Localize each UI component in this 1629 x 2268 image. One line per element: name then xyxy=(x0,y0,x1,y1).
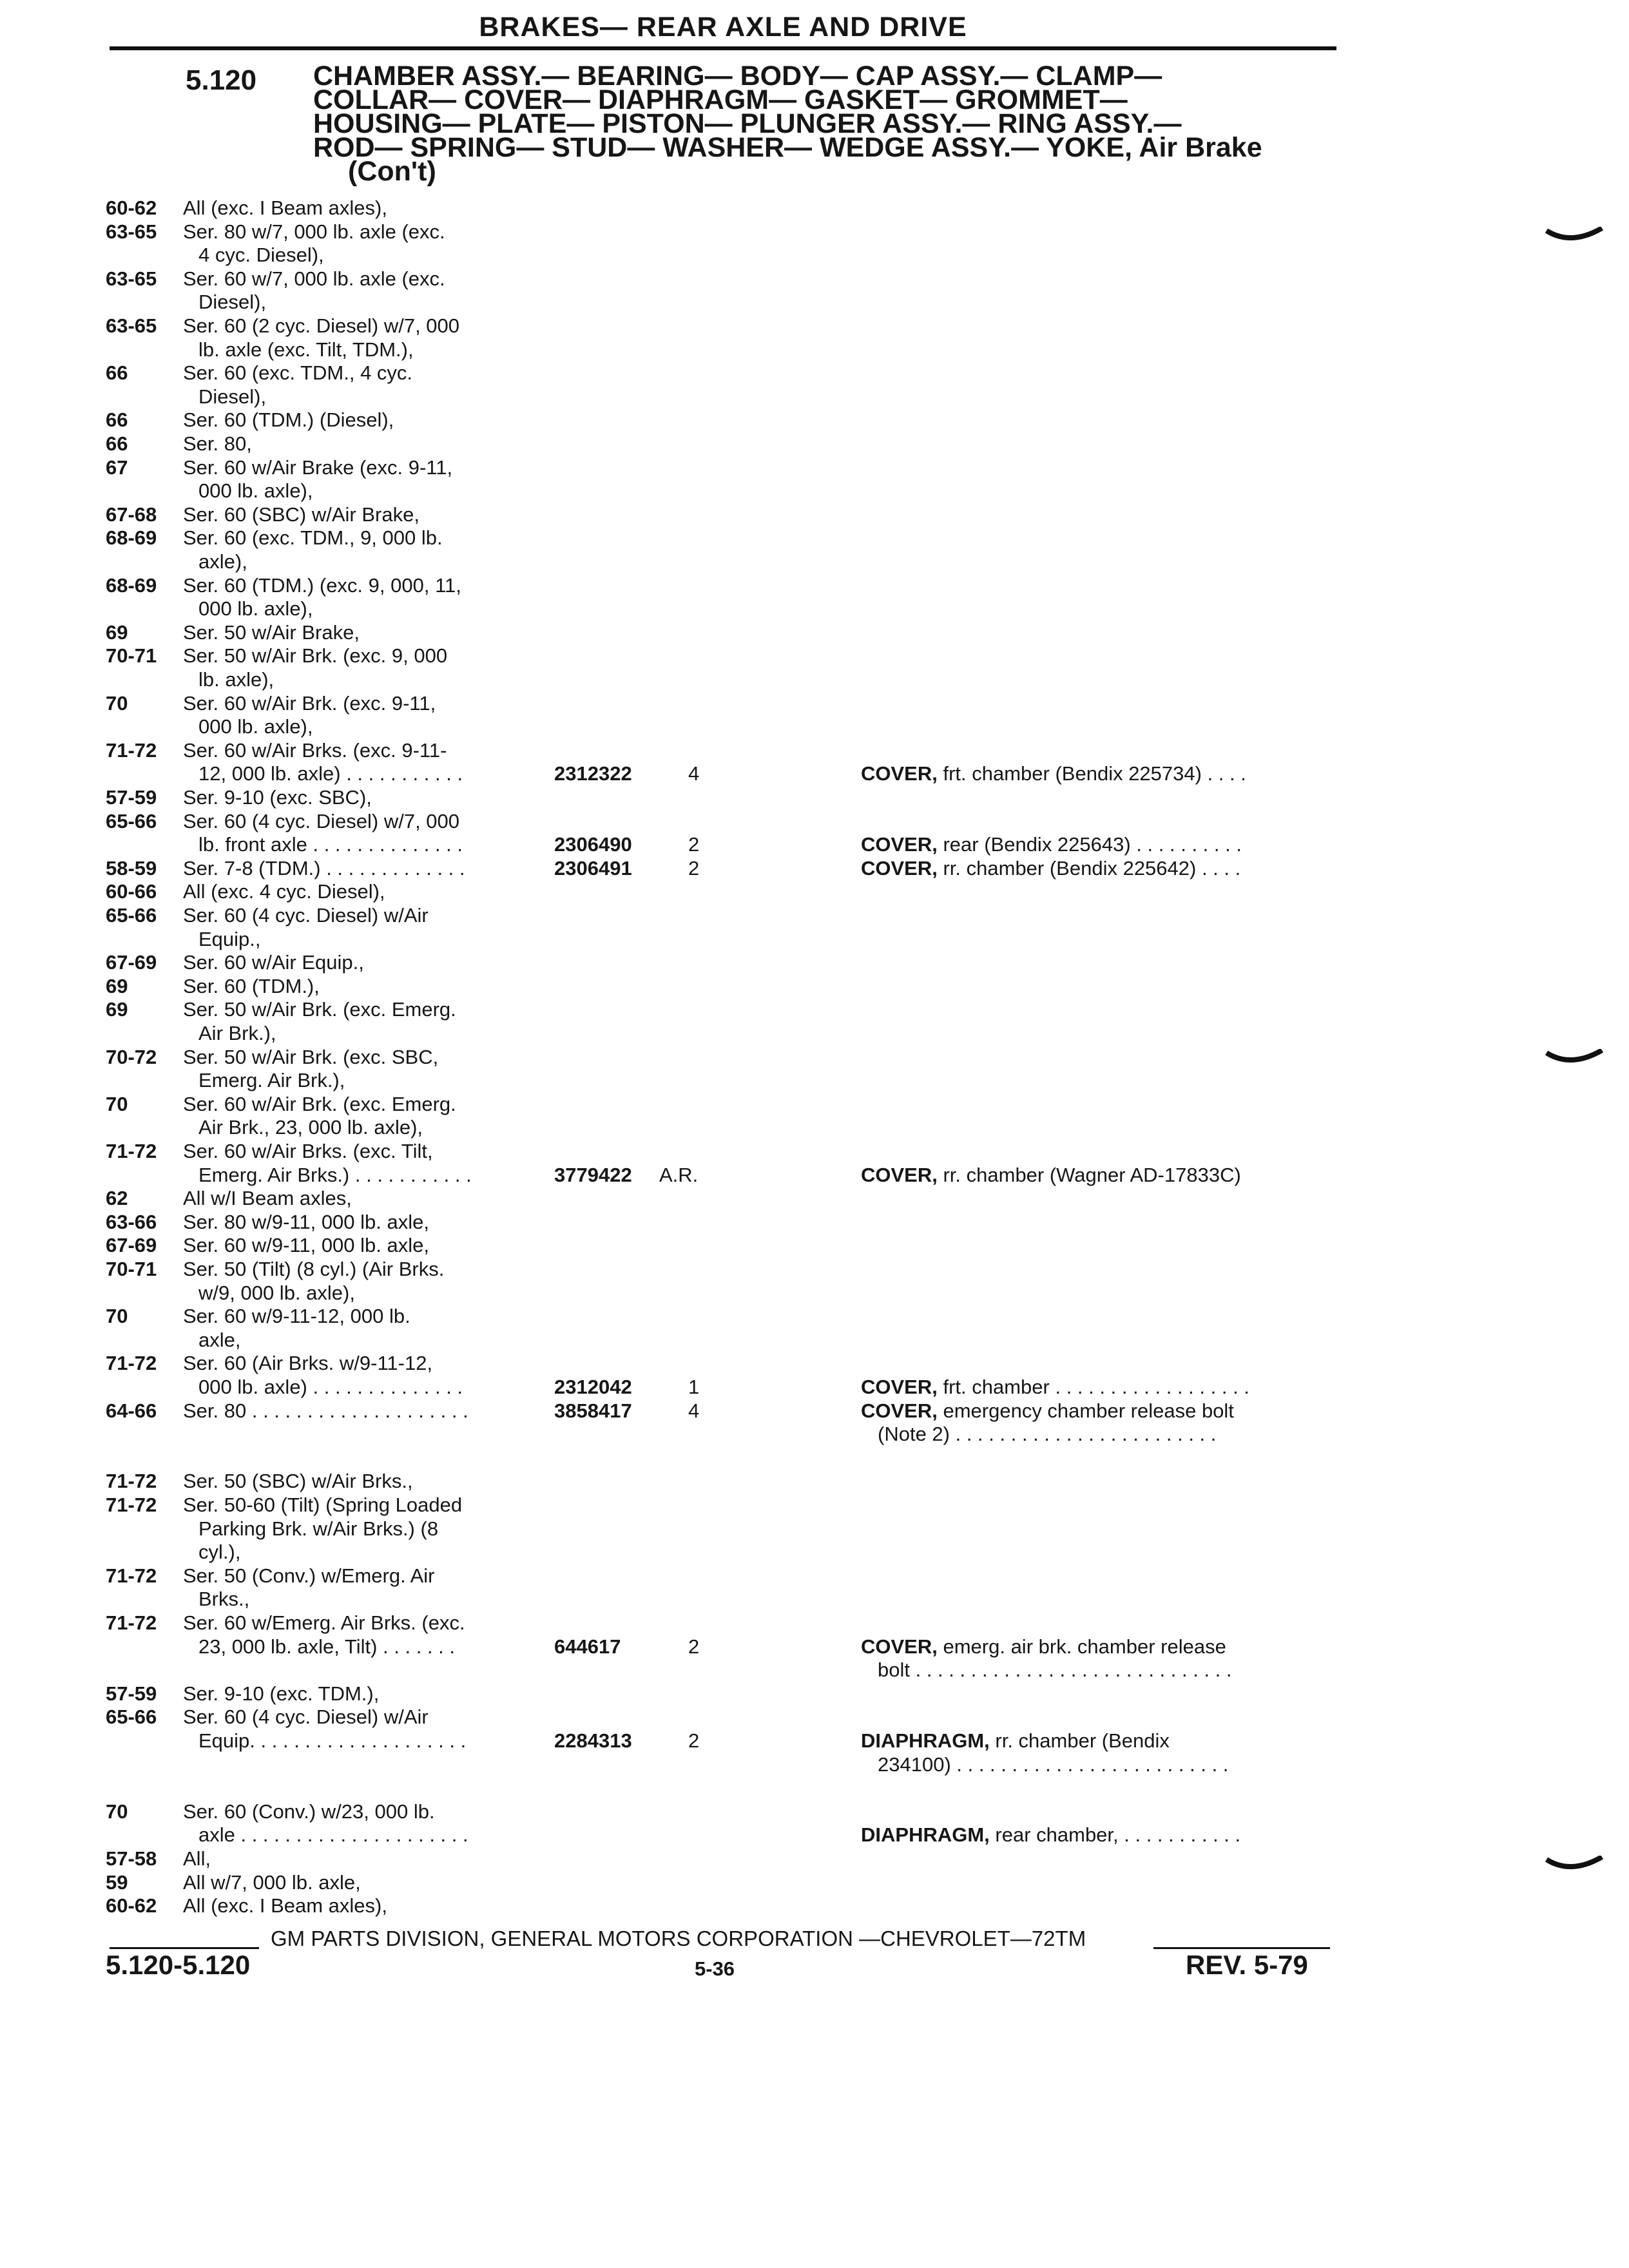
application-description: Ser. 80, xyxy=(183,432,252,455)
table-row xyxy=(0,1587,1629,1611)
table-row xyxy=(0,1115,1629,1140)
application-description: Air Brk., 23, 000 lb. axle), xyxy=(198,1116,423,1139)
application-description: Ser. 9-10 (exc. TDM.), xyxy=(183,1682,380,1705)
table-row xyxy=(0,1351,1629,1376)
part-description xyxy=(861,762,1246,786)
model-year: 63-65 xyxy=(106,220,157,243)
table-row xyxy=(0,456,1629,480)
quantity: 2 xyxy=(688,833,700,856)
application-description: Ser. 60 w/Air Equip., xyxy=(183,951,364,974)
section-number: 5.120 xyxy=(186,64,257,96)
part-description-continued: (Note 2) . . . . . . . . . . . . . . . . . . . . . . . . xyxy=(878,1423,1217,1445)
application-description: Equip. . . . . . . . . . . . . . . . . . . . xyxy=(198,1729,467,1752)
table-row xyxy=(0,1635,1629,1659)
application-description: Ser. 50 w/Air Brake, xyxy=(183,621,360,644)
application-description: 000 lb. axle) . . . . . . . . . . . . . . xyxy=(198,1376,463,1398)
table-row xyxy=(0,1753,1629,1777)
application-description: Ser. 50 w/Air Brk. (exc. Emerg. xyxy=(183,998,456,1021)
application-description: lb. axle (exc. Tilt, TDM.), xyxy=(198,338,414,361)
quantity: 2 xyxy=(688,1635,700,1658)
part-description xyxy=(861,1635,1226,1659)
model-year: 70-72 xyxy=(106,1046,157,1068)
model-year: 67 xyxy=(106,456,128,479)
quantity: 4 xyxy=(688,1399,700,1422)
model-year: 70 xyxy=(106,1305,128,1327)
model-year: 60-66 xyxy=(106,880,157,903)
table-row xyxy=(0,1281,1629,1305)
application-description: Ser. 50-60 (Tilt) (Spring Loaded xyxy=(183,1494,463,1516)
part-name: DIAPHRAGM, xyxy=(861,1729,990,1752)
part-name: COVER, xyxy=(861,833,938,856)
table-row xyxy=(0,1847,1629,1871)
table-row xyxy=(0,1068,1629,1093)
model-year: 71-72 xyxy=(106,1140,157,1162)
application-description: Ser. 60 (exc. TDM., 4 cyc. xyxy=(183,361,413,384)
application-description: Ser. 60 w/Emerg. Air Brks. (exc. xyxy=(183,1611,465,1634)
table-row xyxy=(0,526,1629,550)
part-description xyxy=(861,1823,1240,1847)
part-detail: rr. chamber (Bendix xyxy=(989,1729,1170,1752)
part-detail: frt. chamber . . . . . . . . . . . . . . . . . . xyxy=(937,1376,1249,1398)
model-year: 64-66 xyxy=(106,1399,157,1422)
part-number: 2306491 xyxy=(554,857,632,879)
application-description: 000 lb. axle), xyxy=(198,597,313,620)
table-row xyxy=(0,1257,1629,1282)
table-row xyxy=(0,1517,1629,1541)
application-description: Ser. 9-10 (exc. SBC), xyxy=(183,786,372,809)
model-year: 67-69 xyxy=(106,1234,157,1256)
model-year: 66 xyxy=(106,408,128,431)
application-description: All w/7, 000 lb. axle, xyxy=(183,1871,361,1894)
application-description: All (exc. 4 cyc. Diesel), xyxy=(183,880,385,903)
application-description: Ser. 60 (2 cyc. Diesel) w/7, 000 xyxy=(183,314,460,337)
table-row xyxy=(0,361,1629,385)
application-description: Ser. 60 (SBC) w/Air Brake, xyxy=(183,503,419,526)
table-row xyxy=(0,903,1629,928)
application-description: Emerg. Air Brk.), xyxy=(198,1069,345,1091)
table-row xyxy=(0,762,1629,786)
table-row xyxy=(0,1092,1629,1117)
application-description: All, xyxy=(183,1847,211,1870)
application-description: axle . . . . . . . . . . . . . . . . . . . . . xyxy=(198,1823,468,1846)
table-row xyxy=(0,1493,1629,1517)
table-row xyxy=(0,1894,1629,1918)
table-row xyxy=(0,785,1629,810)
table-row xyxy=(0,1870,1629,1895)
part-description xyxy=(861,1399,1234,1423)
table-row xyxy=(0,1611,1629,1635)
table-row xyxy=(0,1186,1629,1211)
table-row xyxy=(0,997,1629,1022)
table-row xyxy=(0,1375,1629,1399)
table-row xyxy=(0,550,1629,574)
part-detail: rear (Bendix 225643) . . . . . . . . . . xyxy=(937,833,1242,856)
table-row xyxy=(0,1210,1629,1235)
application-description: Ser. 60 w/9-11, 000 lb. axle, xyxy=(183,1234,429,1256)
table-row xyxy=(0,408,1629,432)
model-year: 57-59 xyxy=(106,786,157,809)
table-row xyxy=(0,1469,1629,1494)
part-detail: rear chamber, . . . . . . . . . . . xyxy=(989,1823,1241,1846)
part-name: COVER, xyxy=(861,1164,938,1186)
table-row xyxy=(0,1021,1629,1046)
model-year: 65-66 xyxy=(106,1706,157,1728)
application-description: Ser. 60 (TDM.) (exc. 9, 000, 11, xyxy=(183,574,461,597)
table-row xyxy=(0,1045,1629,1070)
footer-rule xyxy=(1153,1947,1330,1949)
model-year: 71-72 xyxy=(106,739,157,762)
table-row xyxy=(0,1304,1629,1329)
section-title-line: CHAMBER ASSY.— BEARING— BODY— CAP ASSY.— CLAMP— xyxy=(313,61,1162,91)
application-description: All w/I Beam axles, xyxy=(183,1187,352,1209)
application-description: cyl.), xyxy=(198,1541,241,1563)
application-description: Parking Brk. w/Air Brks.) (8 xyxy=(198,1517,439,1540)
model-year: 57-58 xyxy=(106,1847,157,1870)
table-row xyxy=(0,479,1629,503)
part-description xyxy=(861,1163,1241,1187)
part-number: 3779422 xyxy=(554,1164,632,1186)
model-year: 68-69 xyxy=(106,574,157,597)
part-name: DIAPHRAGM, xyxy=(861,1823,990,1846)
application-description: Ser. 7-8 (TDM.) . . . . . . . . . . . . . xyxy=(183,857,465,879)
part-number: 2312322 xyxy=(554,762,632,785)
application-description: Ser. 80 w/7, 000 lb. axle (exc. xyxy=(183,220,445,243)
table-row xyxy=(0,573,1629,598)
quantity: 1 xyxy=(688,1376,700,1398)
application-description: Ser. 60 (TDM.) (Diesel), xyxy=(183,408,394,431)
part-description xyxy=(861,856,1240,881)
application-description: Ser. 80 . . . . . . . . . . . . . . . . . . . . xyxy=(183,1399,468,1422)
model-year: 60-62 xyxy=(106,197,157,219)
application-description: 000 lb. axle), xyxy=(198,715,313,738)
application-description: Ser. 60 w/Air Brks. (exc. Tilt, xyxy=(183,1140,433,1162)
section-title-line: ROD— SPRING— STUD— WASHER— WEDGE ASSY.— YOKE, Air Brake xyxy=(313,132,1262,163)
application-description: Ser. 50 w/Air Brk. (exc. 9, 000 xyxy=(183,644,448,667)
model-year: 66 xyxy=(106,361,128,384)
part-name: COVER, xyxy=(861,857,938,879)
table-row xyxy=(0,314,1629,338)
table-row xyxy=(0,220,1629,244)
application-description: Equip., xyxy=(198,928,261,950)
model-year: 65-66 xyxy=(106,810,157,832)
part-detail: rr. chamber (Bendix 225642) . . . . xyxy=(937,857,1241,879)
table-row xyxy=(0,738,1629,763)
table-row xyxy=(0,267,1629,291)
part-detail: rr. chamber (Wagner AD-17833C) xyxy=(937,1164,1241,1186)
table-row xyxy=(0,1399,1629,1423)
margin-mark xyxy=(1545,1856,1603,1872)
footer-section-range: 5.120-5.120 xyxy=(106,1950,251,1980)
table-row xyxy=(0,691,1629,716)
table-row xyxy=(0,1682,1629,1706)
application-description: Ser. 60 w/Air Brk. (exc. 9-11, xyxy=(183,692,436,715)
application-description: 23, 000 lb. axle, Tilt) . . . . . . . xyxy=(198,1635,456,1658)
table-row xyxy=(0,974,1629,999)
model-year: 57-59 xyxy=(106,1682,157,1705)
part-name: COVER, xyxy=(861,1399,938,1422)
application-description: Ser. 50 (Conv.) w/Emerg. Air xyxy=(183,1564,435,1587)
table-row xyxy=(0,1564,1629,1588)
model-year: 58-59 xyxy=(106,857,157,879)
model-year: 62 xyxy=(106,1187,128,1209)
footer-page-number: 5-36 xyxy=(695,1957,735,1980)
part-number: 2312042 xyxy=(554,1376,632,1398)
model-year: 71-72 xyxy=(106,1352,157,1374)
footer-revision: REV. 5-79 xyxy=(1186,1950,1308,1980)
table-row xyxy=(0,196,1629,220)
table-row xyxy=(0,1540,1629,1564)
table-row xyxy=(0,715,1629,739)
model-year: 63-65 xyxy=(106,267,157,290)
application-description: Ser. 60 w/7, 000 lb. axle (exc. xyxy=(183,267,445,290)
quantity: 4 xyxy=(688,762,700,785)
model-year: 67-68 xyxy=(106,503,157,526)
application-description: Ser. 60 w/Air Brks. (exc. 9-11- xyxy=(183,739,447,762)
quantity: A.R. xyxy=(659,1164,699,1186)
table-row xyxy=(0,290,1629,314)
application-description: Ser. 60 w/Air Brake (exc. 9-11, xyxy=(183,456,453,479)
table-row xyxy=(0,620,1629,645)
model-year: 70-71 xyxy=(106,1258,157,1280)
model-year: 70-71 xyxy=(106,644,157,667)
model-year: 66 xyxy=(106,432,128,455)
table-row xyxy=(0,927,1629,952)
application-description: All (exc. I Beam axles), xyxy=(183,1894,387,1917)
model-year: 69 xyxy=(106,998,128,1021)
table-row xyxy=(0,1823,1629,1847)
quantity: 2 xyxy=(688,857,700,879)
application-description: Diesel), xyxy=(198,291,267,313)
table-row xyxy=(0,1658,1629,1682)
quantity: 2 xyxy=(688,1729,700,1752)
table-row xyxy=(0,1163,1629,1187)
application-description: 4 cyc. Diesel), xyxy=(198,244,324,266)
part-number: 644617 xyxy=(554,1635,621,1658)
table-row xyxy=(0,1729,1629,1753)
application-description: Emerg. Air Brks.) . . . . . . . . . . . xyxy=(198,1164,472,1186)
application-description: Ser. 60 (TDM.), xyxy=(183,975,320,997)
margin-mark xyxy=(1545,1049,1603,1066)
table-row xyxy=(0,597,1629,621)
table-row xyxy=(0,385,1629,409)
application-description: Ser. 60 (exc. TDM., 9, 000 lb. xyxy=(183,526,443,549)
table-row xyxy=(0,668,1629,692)
part-number: 2306490 xyxy=(554,833,632,856)
application-description: Ser. 60 (4 cyc. Diesel) w/Air xyxy=(183,904,429,927)
table-row xyxy=(0,1800,1629,1824)
application-description: Ser. 60 (4 cyc. Diesel) w/Air xyxy=(183,1706,429,1728)
part-number: 3858417 xyxy=(554,1399,632,1422)
application-description: Brks., xyxy=(198,1588,250,1610)
application-description: Ser. 60 w/9-11-12, 000 lb. xyxy=(183,1305,410,1327)
part-detail: emergency chamber release bolt xyxy=(937,1399,1234,1422)
part-description xyxy=(861,1729,1170,1753)
model-year: 69 xyxy=(106,975,128,997)
model-year: 63-65 xyxy=(106,314,157,337)
part-description-continued: bolt . . . . . . . . . . . . . . . . . . . . . . . . . . . . . xyxy=(878,1658,1232,1681)
section-title-line: (Con't) xyxy=(348,156,436,187)
table-row xyxy=(0,1139,1629,1164)
application-description: Ser. 50 w/Air Brk. (exc. SBC, xyxy=(183,1046,439,1068)
table-row xyxy=(0,338,1629,362)
model-year: 63-66 xyxy=(106,1211,157,1233)
margin-mark xyxy=(1545,227,1603,244)
table-row xyxy=(0,856,1629,881)
application-description: Ser. 80 w/9-11, 000 lb. axle, xyxy=(183,1211,429,1233)
part-name: COVER, xyxy=(861,1376,938,1398)
part-name: COVER, xyxy=(861,762,938,785)
table-row xyxy=(0,503,1629,527)
application-description: Ser. 60 (Conv.) w/23, 000 lb. xyxy=(183,1800,435,1823)
application-description: lb. front axle . . . . . . . . . . . . . . xyxy=(198,833,463,856)
model-year: 60-62 xyxy=(106,1894,157,1917)
part-description xyxy=(861,832,1242,857)
footer-rule xyxy=(110,1947,259,1949)
model-year: 68-69 xyxy=(106,526,157,549)
application-description: axle, xyxy=(198,1329,241,1351)
model-year: 69 xyxy=(106,621,128,644)
application-description: Ser. 60 w/Air Brk. (exc. Emerg. xyxy=(183,1093,456,1115)
application-description: Air Brk.), xyxy=(198,1022,276,1044)
model-year: 71-72 xyxy=(106,1611,157,1634)
application-description: axle), xyxy=(198,550,247,573)
table-row xyxy=(0,879,1629,904)
footer-corporation: GM PARTS DIVISION, GENERAL MOTORS CORPORATION —CHEVROLET—72TM xyxy=(271,1927,1086,1950)
model-year: 70 xyxy=(106,692,128,715)
application-description: 12, 000 lb. axle) . . . . . . . . . . . xyxy=(198,762,463,785)
table-row xyxy=(0,1422,1629,1446)
model-year: 70 xyxy=(106,1093,128,1115)
application-description: Ser. 50 (Tilt) (8 cyl.) (Air Brks. xyxy=(183,1258,445,1280)
table-row xyxy=(0,1705,1629,1729)
part-name: COVER, xyxy=(861,1635,938,1658)
section-title-line: COLLAR— COVER— DIAPHRAGM— GASKET— GROMMET— xyxy=(313,84,1128,115)
part-detail: emerg. air brk. chamber release xyxy=(937,1635,1226,1658)
table-row xyxy=(0,432,1629,456)
section-title-line: HOUSING— PLATE— PISTON— PLUNGER ASSY.— RING ASSY.— xyxy=(313,108,1182,139)
application-description: Ser. 50 (SBC) w/Air Brks., xyxy=(183,1470,413,1492)
table-row xyxy=(0,243,1629,267)
page-header-title: BRAKES— REAR AXLE AND DRIVE xyxy=(479,12,967,43)
model-year: 59 xyxy=(106,1871,128,1894)
table-row xyxy=(0,1328,1629,1352)
model-year: 70 xyxy=(106,1800,128,1823)
table-row xyxy=(0,809,1629,834)
part-description-continued: 234100) . . . . . . . . . . . . . . . . . . . . . . . . . xyxy=(878,1753,1229,1776)
part-detail: frt. chamber (Bendix 225734) . . . . xyxy=(937,762,1246,785)
application-description: 000 lb. axle), xyxy=(198,479,313,502)
table-row xyxy=(0,832,1629,857)
part-description xyxy=(861,1375,1249,1399)
application-description: Ser. 60 (Air Brks. w/9-11-12, xyxy=(183,1352,433,1374)
model-year: 71-72 xyxy=(106,1564,157,1587)
model-year: 67-69 xyxy=(106,951,157,974)
application-description: Ser. 60 (4 cyc. Diesel) w/7, 000 xyxy=(183,810,460,832)
part-number: 2284313 xyxy=(554,1729,632,1752)
application-description: Diesel), xyxy=(198,385,267,408)
model-year: 71-72 xyxy=(106,1494,157,1516)
application-description: lb. axle), xyxy=(198,668,275,691)
model-year: 71-72 xyxy=(106,1470,157,1492)
table-row xyxy=(0,950,1629,975)
application-description: w/9, 000 lb. axle), xyxy=(198,1282,355,1304)
table-row xyxy=(0,644,1629,668)
application-description: All (exc. I Beam axles), xyxy=(183,197,387,219)
model-year: 65-66 xyxy=(106,904,157,927)
table-row xyxy=(0,1233,1629,1258)
